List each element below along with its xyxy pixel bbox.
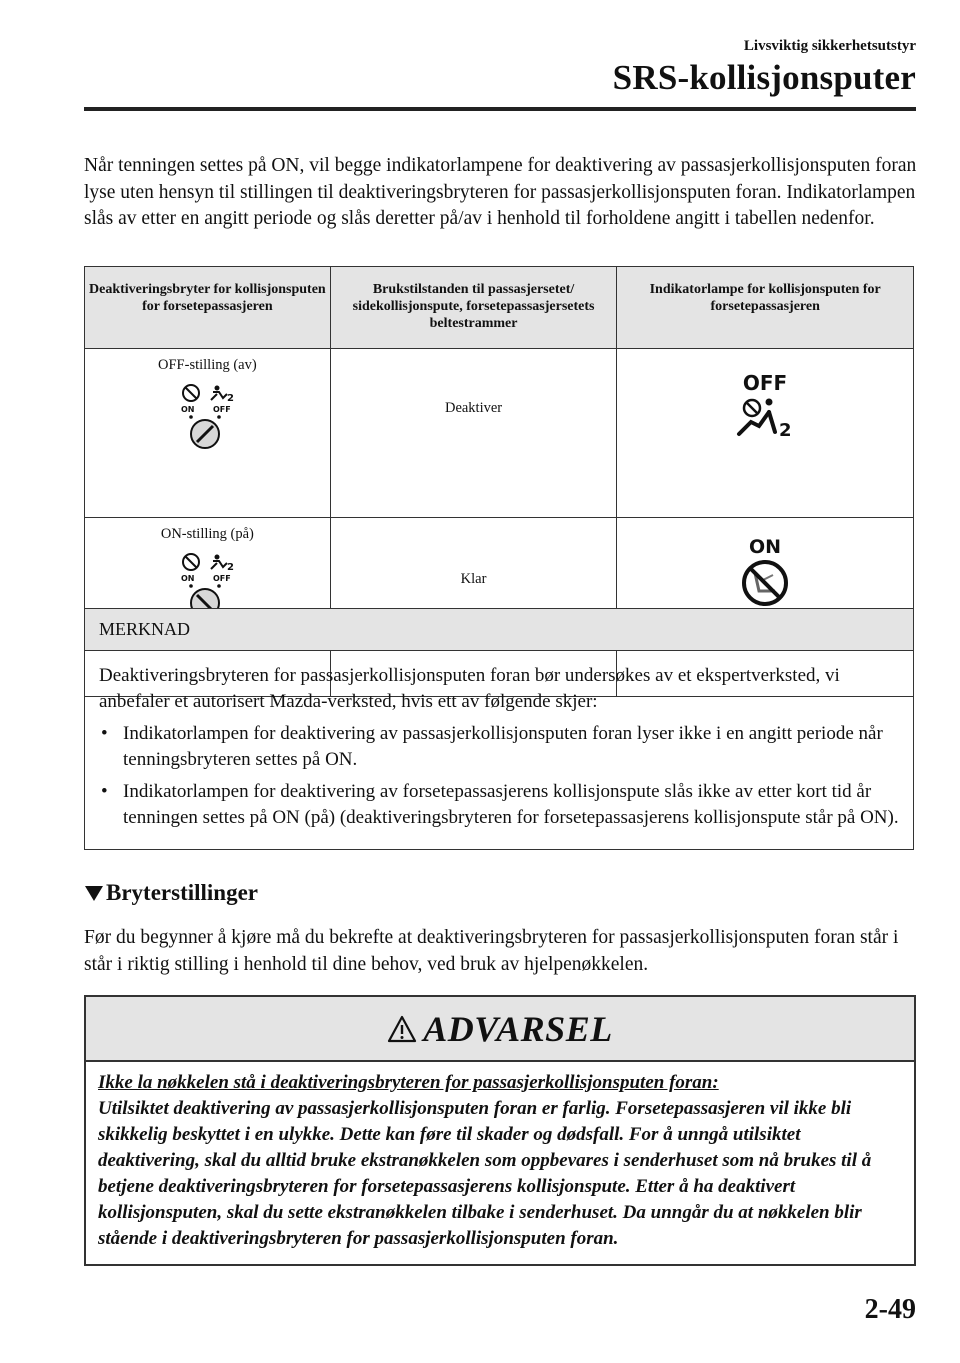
section-paragraph: Før du begynner å kjøre må du bekrefte at deaktiveringsbryteren for passasjerkollisjonsputen foran står i står i riktig stilling i henhold til dine behov, ved bruk av hjelpenøkkelen.: [84, 927, 899, 975]
table-header-lamp: Indikatorlampe for kollisjonsputen for forsetepassasjeren: [617, 267, 914, 349]
note-list: [99, 721, 899, 831]
lamp-cell: [617, 349, 914, 518]
lamp-on-indicator: [735, 535, 795, 612]
warning-box: [84, 995, 916, 1266]
warning-body: [86, 1062, 914, 1264]
svg-text:2: 2: [779, 420, 792, 441]
svg-text:ON: ON: [749, 536, 782, 558]
airbag-switch-icon: [167, 382, 247, 454]
bullet-icon: •: [101, 723, 108, 744]
table-header-status: Brukstilstanden til passasjersetet/ sidekollisjonspute, forsetepassasjersetets beltestrammer: [330, 267, 617, 349]
warning-lead: Ikke la nøkkelen stå i deaktiveringsbryteren for passasjerkollisjonsputen foran:: [98, 1072, 719, 1093]
svg-text:OFF: OFF: [213, 574, 232, 583]
airbag-on-lamp-icon: [735, 535, 795, 607]
table-header-switch: Deaktiveringsbryter for kollisjonsputen for forsetepassasjeren: [85, 267, 331, 349]
svg-text:2: 2: [227, 562, 235, 573]
switch-position-label: OFF-stilling (av): [158, 357, 257, 373]
running-header: Livsviktig sikkerhetsutstyr: [743, 38, 916, 54]
svg-text:ON: ON: [181, 405, 195, 414]
note-body: [85, 651, 913, 849]
warning-icon: [387, 1015, 417, 1043]
svg-text:2: 2: [227, 393, 235, 404]
table-row: [85, 349, 914, 518]
lamp-off-indicator: [735, 370, 795, 447]
note-paragraph: Deaktiveringsbryteren for passasjerkollisjonsputen foran bør undersøkes av et ekspertverksted, vi anbefaler et autorisert Mazda-verksted, hvis ett av følgende skjer:: [99, 665, 840, 712]
bullet-icon: •: [101, 781, 108, 802]
status-cell: Klar: [330, 518, 617, 697]
airbag-off-lamp-icon: [735, 370, 795, 442]
intro-paragraph: Når tenningen settes på ON, vil begge indikatorlampene for deaktivering av passasjerkollisjonsputen foran lyse uten hensyn til stillingen til deaktiveringsbryteren for passasjerkollisjonsputen foran. Indikatorlampen slås av etter en angitt periode og slås deretter på/av i henhold til forholdene angitt i tabellen nedenfor.: [84, 155, 917, 229]
switch-position-label: ON-stilling (på): [160, 526, 254, 542]
switch-off-diagram: [167, 382, 247, 454]
table-header-row: [85, 267, 914, 349]
list-item: • Indikatorlampen for deaktivering av forsetepassasjerens kollisjonspute slås ikke av etter kort tid år tenningen settes på ON (på) (deaktiveringsbryteren for forsetepassasjerens kollisjonspute står på ON).: [101, 781, 899, 828]
list-item: • Indikatorlampen for deaktivering av passasjerkollisjonsputen foran lyser ikke i en angitt periode når tenningsbryteren settes på ON.: [101, 723, 883, 770]
section-title: Bryterstillinger: [106, 880, 259, 905]
svg-text:ON: ON: [181, 574, 195, 583]
page-number: 2-49: [864, 1294, 916, 1325]
section-heading: [84, 880, 258, 906]
header-rule: [84, 107, 916, 111]
warning-title: ADVARSEL: [423, 1008, 613, 1049]
status-cell: Deaktiver: [330, 349, 617, 518]
warning-header: [86, 997, 914, 1062]
note-title: MERKNAD: [85, 609, 913, 651]
triangle-down-icon: [84, 883, 104, 903]
note-box: [84, 608, 914, 850]
warning-text: Utilsiktet deaktivering av passasjerkollisjonsputen foran er farlig. Forsetepassasjeren vil ikke bli skikkelig beskyttet i en ulykke. Dette kan føre til skader og dødsfall. For å unngå utilsiktet deaktivering, skal du alltid bruke ekstranøkkelen som oppbevares i senderhuset som nå brukes til å betjene deaktiveringsbryteren for forsetepassasjerens kollisjonspute. Etter å ha deaktivert kollisjonsputen, skal du sette ekstranøkkelen tilbake i senderhuset. Da unngår du at nøkkelen blir stående i deaktiveringsbryteren for passasjerkollisjonsputen foran.: [98, 1098, 872, 1249]
svg-text:OFF: OFF: [213, 405, 232, 414]
svg-text:OFF: OFF: [743, 371, 788, 395]
page-title: SRS-kollisjonsputer: [612, 58, 916, 97]
switch-cell: [85, 349, 331, 518]
